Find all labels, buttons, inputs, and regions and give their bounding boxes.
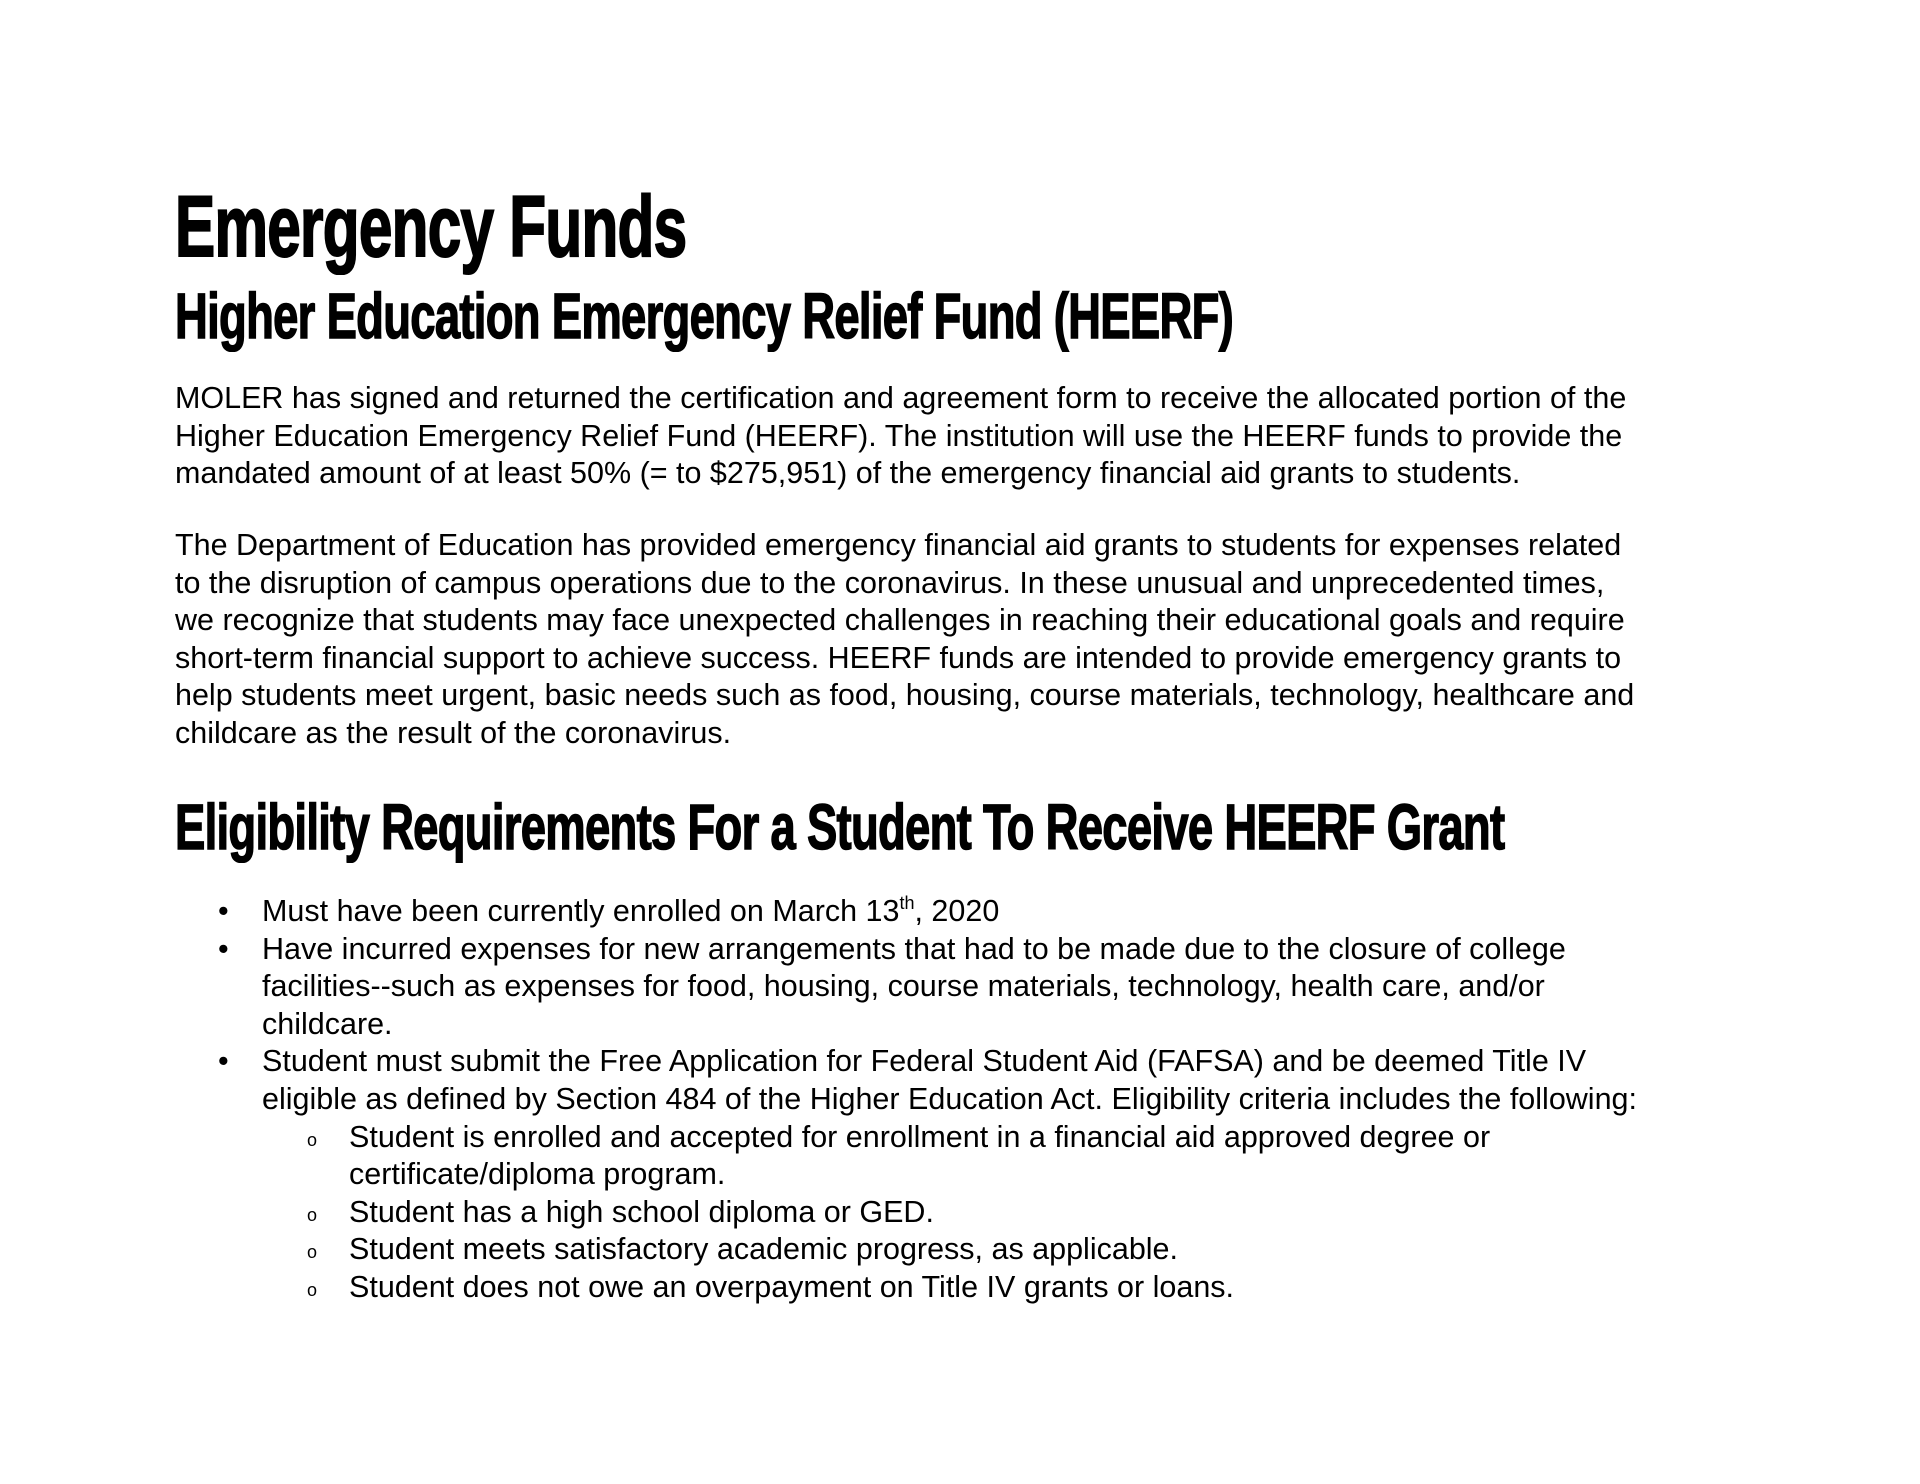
- circle-bullet-icon: o: [307, 1129, 318, 1150]
- paragraph-grants: [175, 527, 1634, 753]
- text-line: facilities--such as expenses for food, housing, course materials, technology, health care, and/or: [262, 969, 1545, 1004]
- sub-list-item: [0, 1119, 1637, 1194]
- text-line: Student does not owe an overpayment on Title IV grants or loans.: [349, 1269, 1235, 1304]
- circle-bullet-icon: o: [307, 1279, 318, 1300]
- text-line: Student is enrolled and accepted for enrollment in a financial aid approved degree or: [349, 1119, 1491, 1154]
- text-line: Student must submit the Free Application for Federal Student Aid (FAFSA) and be deemed Title IV: [262, 1044, 1587, 1079]
- eligibility-list: [0, 893, 1637, 1307]
- circle-bullet-icon: o: [307, 1204, 318, 1225]
- bullet-icon: •: [218, 931, 229, 966]
- text-line: Higher Education Emergency Relief Fund (HEERF). The institution will use the HEERF funds to provide the: [175, 418, 1623, 453]
- text-line: Have incurred expenses for new arrangements that had to be made due to the closure of college: [262, 931, 1566, 966]
- text-line: Student has a high school diploma or GED.: [349, 1194, 934, 1229]
- sub-list-item: [0, 1231, 1637, 1269]
- section-heading-heerf: Higher Education Emergency Relief Fund (HEERF): [175, 280, 1234, 352]
- text: , 2020: [914, 894, 1000, 928]
- list-item: [0, 931, 1637, 1044]
- text-line: The Department of Education has provided emergency financial aid grants to students for expenses related: [175, 528, 1622, 562]
- text: Must have been currently enrolled on March 13: [262, 894, 900, 928]
- bullet-icon: •: [218, 1044, 229, 1079]
- circle-bullet-icon: o: [307, 1242, 318, 1263]
- text-line: childcare as the result of the coronavirus.: [175, 715, 732, 750]
- sub-list-item: [0, 1194, 1637, 1232]
- text-line: childcare.: [262, 1006, 393, 1041]
- text-line: short-term financial support to achieve success. HEERF funds are intended to provide emergency grants to: [175, 640, 1622, 675]
- text-line: eligible as defined by Section 484 of the Higher Education Act. Eligibility criteria includes the following:: [262, 1081, 1637, 1116]
- text-line: certificate/diploma program.: [349, 1157, 726, 1192]
- text-line: mandated amount of at least 50% (= to $275,951) of the emergency financial aid grants to students.: [175, 456, 1521, 491]
- section-heading-eligibility: Eligibility Requirements For a Student To Receive HEERF Grant: [175, 791, 1505, 863]
- text-line: help students meet urgent, basic needs such as food, housing, course materials, technology, healthcare and: [175, 678, 1635, 713]
- page-title: Emergency Funds: [175, 179, 687, 275]
- paragraph-certification: [175, 380, 1626, 493]
- superscript: th: [899, 893, 915, 913]
- text-line: Student meets satisfactory academic progress, as applicable.: [349, 1232, 1178, 1267]
- text-line: MOLER has signed and returned the certification and agreement form to receive the allocated portion of the: [175, 381, 1627, 415]
- sub-list-item: [0, 1269, 1637, 1307]
- bullet-icon: •: [218, 894, 229, 928]
- list-item: [0, 1043, 1637, 1118]
- list-item: [0, 893, 1637, 931]
- text-line: we recognize that students may face unexpected challenges in reaching their educational goals and require: [175, 603, 1625, 638]
- text-line: to the disruption of campus operations due to the coronavirus. In these unusual and unprecedented times,: [175, 565, 1605, 600]
